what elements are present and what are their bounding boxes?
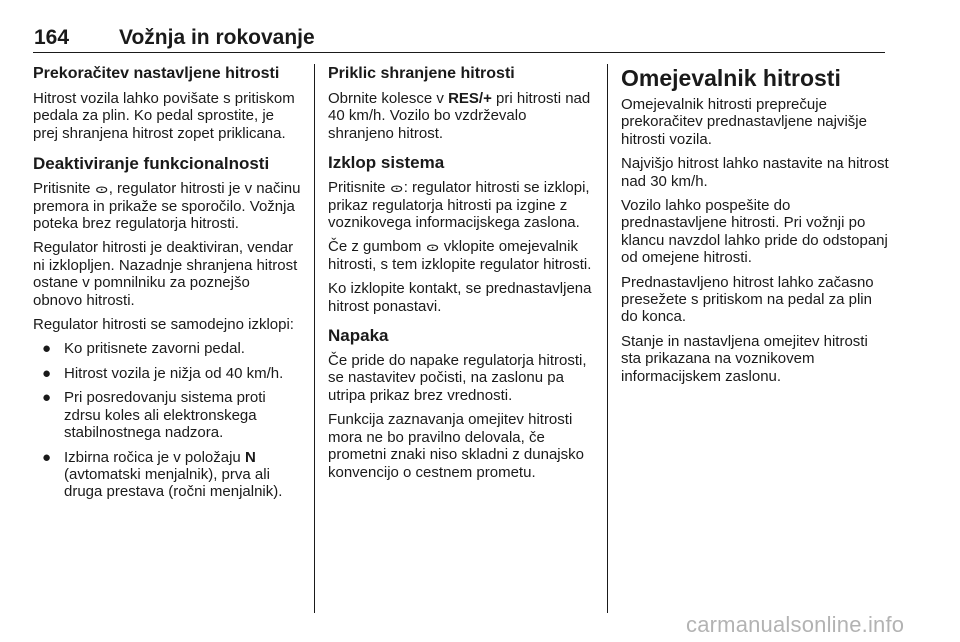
column-middle [328, 64, 596, 488]
text-fragment: , regulator hitrosti je v načinu premora in prikaže se sporočilo. Vožnja poteka brez regulatorja hitrosti. [33, 180, 301, 233]
list-item-text: Ko pritisnete zavorni pedal. [64, 340, 245, 358]
column-divider-1 [314, 64, 315, 613]
text-fragment: : regulator hitrosti se izklopi, prikaz regulatorja hitrosti pa izgine z voznikovega informacijskega zaslona. [328, 179, 590, 232]
list-item-text: Pri posredovanju sistema proti zdrsu koles ali elektronskega stabilnostnega nadzora. [64, 389, 266, 442]
bullet-icon: ● [42, 389, 52, 407]
bullet-icon: ● [42, 448, 52, 466]
cruise-off-icon: ᯣ [390, 180, 404, 196]
paragraph-auto-off: Regulator hitrosti se samodejno izklopi: [33, 316, 294, 334]
list-item-text: Izbirna ročica je v položaju [64, 448, 245, 466]
paragraph-recall [328, 90, 596, 142]
text-fragment: Obrnite kolesce v [328, 90, 449, 107]
column-right [621, 64, 889, 392]
auto-off-list [33, 340, 303, 500]
paragraph-limiter-5: Stanje in nastavljena omejitev hitrosti sta prikazana na voznikovem informacijskem zaslonu. [621, 332, 868, 385]
heading-fault: Napaka [328, 326, 389, 346]
heading-speed-limiter: Omejevalnik hitrosti [621, 65, 841, 91]
page-header [33, 26, 885, 53]
paragraph-system-off [328, 179, 596, 231]
paragraph-limiter-1: Omejevalnik hitrosti preprečuje prekoračitev prednastavljene najvišje hitrosti vozila. [621, 96, 867, 148]
text-fragment: Če z gumbom [328, 238, 426, 256]
paragraph-sign-detection: Funkcija zaznavanja omejitev hitrosti mora ne bo pravilno delovala, če prometni znaki niso skladni z dunajsko konvencijo o cestnem prometu. [328, 411, 584, 481]
list-item-text: (avtomatski menjalnik), prva ali druga prestava (ročni menjalnik). [64, 465, 283, 501]
heading-exceed-speed: Prekoračitev nastavljene hitrosti [33, 65, 280, 82]
watermark: carmanualsonline.info [686, 612, 905, 637]
paragraph-limiter-3: Vozilo lahko pospešite do prednastavljene hitrosti. Pri vožnji po klancu navzdol lahko pride do odstopanj od omejene hitrosti. [621, 197, 888, 267]
paragraph-limiter-2: Najvišjo hitrost lahko nastavite na hitrost nad 30 km/h. [621, 155, 889, 190]
page-number: 164 [34, 26, 70, 49]
paragraph-ignition: Ko izklopite kontakt, se prednastavljena hitrost ponastavi. [328, 280, 592, 315]
list-item [33, 449, 303, 501]
heading-system-off: Izklop sistema [328, 153, 445, 173]
paragraph-deactivation [33, 180, 303, 232]
heading-deactivation: Deaktiviranje funkcionalnosti [33, 154, 270, 174]
list-item-text: Hitrost vozila je nižja od 40 km/h. [64, 364, 284, 382]
gear-neutral-label: N [244, 448, 256, 466]
text-fragment: vklopite omejevalnik hitrosti, s tem izklopite regulator hitrosti. [328, 238, 592, 273]
heading-recall: Priklic shranjene hitrosti [328, 65, 515, 82]
cruise-pause-icon: ᯣ [95, 181, 109, 197]
text-fragment: pri hitrosti nad 40 km/h. Vozilo bo vzdrževalo shranjeno hitrost. [328, 90, 591, 142]
column-divider-2 [607, 64, 608, 613]
paragraph-exceed-speed: Hitrost vozila lahko povišate s pritiskom pedala za plin. Ko pedal sprostite, je prej shranjena hitrost zopet priklicana. [33, 90, 295, 142]
paragraph-fault: Če pride do napake regulatorja hitrosti, se nastavitev počisti, na zaslonu pa utripa prikaz brez vrednosti. [328, 352, 587, 404]
list-item [33, 340, 303, 357]
paragraph-deactivated-info: Regulator hitrosti je deaktiviran, vendar ni izklopljen. Nazadnje shranjena hitrost ostane v pomnilniku za poznejšo obnovo hitrosti. [33, 239, 298, 309]
column-left [33, 64, 303, 508]
chapter-title: Vožnja in rokovanje [119, 26, 315, 49]
bullet-icon: ● [42, 364, 52, 382]
list-item [33, 389, 303, 441]
paragraph-limiter-4: Prednastavljeno hitrost lahko začasno presežete s pritiskom na pedal za plin do konca. [621, 273, 874, 326]
res-plus-label: RES/+ [448, 90, 492, 107]
speed-limiter-icon: ᯣ [426, 239, 439, 255]
bullet-icon: ● [42, 340, 52, 358]
paragraph-limiter-button [328, 238, 596, 273]
text-fragment: Pritisnite [33, 180, 91, 198]
text-fragment: Pritisnite [328, 179, 390, 197]
list-item [33, 365, 303, 382]
